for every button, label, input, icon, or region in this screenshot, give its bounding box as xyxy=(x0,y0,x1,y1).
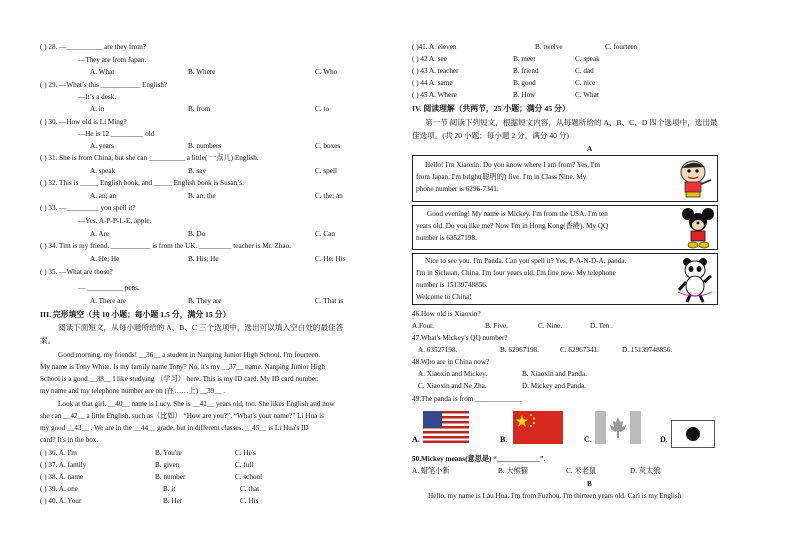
question-29-option-c: C. to xyxy=(315,105,329,113)
question-48-option-c: C. Xiaoxin and Ne Zha. xyxy=(418,382,487,390)
question-38-option-c: C. school xyxy=(235,473,263,481)
question-39-option-c: C. that xyxy=(240,485,260,493)
question-44-stem: ( ) 44 A. same xyxy=(412,79,453,87)
japan-flag-icon xyxy=(671,420,715,448)
flag-option-d-label: D. xyxy=(660,435,668,444)
card-xiaoxin-line: from Japan. I'm bright(聪明的) five. I'm in Class Nine. My xyxy=(416,173,587,181)
question-46-stem: 46.How old is Xiaoxin? xyxy=(412,310,481,318)
question-28-option-a: A. What xyxy=(90,68,115,76)
passage-line: Good morning, my friends! __36__ a student in Nanping Junior High School. I'm fourteen. xyxy=(58,351,321,359)
question-47-option-b: B. 62967198. xyxy=(500,346,539,354)
question-33-stem: ( ) 33. —_________ you spell it? xyxy=(40,204,136,212)
question-50-stem: 50.Mickey means(意思是) “____________”. xyxy=(412,455,546,463)
question-46-option-c: C. Nine. xyxy=(538,322,563,330)
passage-line: my name and my telephone number are on (在……上) __39__ . xyxy=(40,387,226,395)
card-panda-line: number is 15139748856. xyxy=(416,281,488,289)
card-panda-line: I'm in Sichuan, China. I'm four years old. I'm fine now. My telephone xyxy=(416,269,616,277)
question-37-option-b: B. given xyxy=(155,461,180,469)
question-45-option-b: B. How xyxy=(513,91,536,99)
question-28-line2: —They are from Japan. xyxy=(78,56,147,64)
question-45-stem: ( ) 45 A. Where xyxy=(412,91,457,99)
question-32-option-a: A. an; an xyxy=(90,192,117,200)
question-46-option-a: A.Four. xyxy=(412,322,434,330)
card-panda-line: Nice to see you. I'm Panda. Can you spell it? Yes, P-A-N-D-A, panda. xyxy=(425,257,627,265)
question-28-option-c: C. Who xyxy=(315,68,338,76)
question-30-option-a: A. years xyxy=(90,142,114,150)
china-flag-icon xyxy=(513,411,563,444)
question-34-stem: ( ) 34. Tim is my friend. ___________ is from the UK. _________ teacher is Mr. Zhao. xyxy=(40,242,291,250)
question-38-stem: ( ) 38. A. name xyxy=(40,473,84,481)
question-43-stem: ( ) 43 A. teacher xyxy=(412,67,459,75)
question-31-option-a: A. speak xyxy=(90,167,116,175)
question-44-option-b: B. good xyxy=(513,79,536,87)
question-33-option-c: C. Can xyxy=(315,230,335,238)
question-35-line2: — __________ pens. xyxy=(78,284,140,292)
question-29-line2: —It’s a desk. xyxy=(78,93,117,101)
question-32-option-b: B. an; the xyxy=(188,192,216,200)
question-48-option-b: B. Xiaoxin and Panda. xyxy=(522,370,587,378)
passage-line: she can __42__ a little English, such as（比如） “How are you?”, “What's your name?” Li Hua is xyxy=(40,412,324,420)
question-50-option-c: C. 米老鼠 xyxy=(566,467,596,475)
question-35-option-a: A. There are xyxy=(90,297,126,305)
card-panda-line: Welcome to China! xyxy=(416,293,472,301)
question-49-stem: 49.The panda is from _____________ xyxy=(412,395,522,403)
card-mickey xyxy=(412,205,718,250)
card-panda xyxy=(412,253,718,305)
passage-line: Look at that girl. __40__ name is Lucy. She is __41__ years old, too. She likes English and now xyxy=(58,400,335,408)
question-42-stem: ( ) 42 A. see xyxy=(412,55,447,63)
question-47-option-d: D. 15139748856. xyxy=(622,346,673,354)
question-31-stem: ( ) 31. She is from China, but she can __________ a little( 一点儿) English. xyxy=(40,154,259,162)
passage-line: card? It's in the box. xyxy=(40,436,99,444)
section-3-instruction-line2: 案。 xyxy=(40,336,56,345)
question-47-option-a: A. 63527198. xyxy=(418,346,458,354)
question-40-stem: ( ) 40. A. Your xyxy=(40,497,82,505)
flag-option-a-label: A. xyxy=(412,435,420,444)
question-45-option-c: C. What xyxy=(575,91,599,99)
question-41-stem: ( )41. A. eleven xyxy=(412,43,457,51)
passage-line: School is a good __38__ I like studying （学习） here. This is my ID card. My ID card number, xyxy=(40,375,319,383)
flag-option-c-label: C. xyxy=(584,435,592,444)
question-30-option-c: C. boxes xyxy=(315,142,341,150)
question-30-option-b: B. numbers xyxy=(188,142,222,150)
question-48-option-d: D. Mickey and Panda. xyxy=(522,382,587,390)
question-35-stem: ( ) 35. —What are those? xyxy=(40,268,113,276)
question-33-option-a: A. Are xyxy=(90,230,110,238)
question-29-stem: ( ) 29. —What’s this ___________ English? xyxy=(40,81,168,89)
question-50-option-d: D. 灰太狼 xyxy=(630,467,661,475)
canada-flag-icon xyxy=(595,411,641,444)
question-41-option-b: B. twelve xyxy=(535,43,563,51)
part-b-heading: B xyxy=(587,480,592,488)
question-36-option-c: C. He's xyxy=(235,449,256,457)
question-47-option-c: C. 62967341. xyxy=(560,346,599,354)
section-3-instruction-line1: 阅读下面短文，从每小题所给的 A、B、C 三个选项中，选出可以填入空白处的最佳答 xyxy=(58,323,344,332)
question-32-option-c: C. the; an xyxy=(315,192,343,200)
card-mickey-line: number is 63527198. xyxy=(416,234,477,242)
question-46-option-b: B. Five. xyxy=(485,322,508,330)
question-28-option-b: B. Where xyxy=(188,68,216,76)
question-43-option-c: C. dad xyxy=(575,67,594,75)
question-36-option-b: B. You're xyxy=(155,449,182,457)
question-30-stem: ( ) 30. —How old is Li Ming? xyxy=(40,118,127,126)
question-29-option-a: A. in xyxy=(90,105,105,113)
question-34-option-c: C. He; His xyxy=(315,255,346,263)
section-4-instruction-line2: 佳选项。(共 20 小题；每小题 2 分，满分 40 分) xyxy=(412,131,569,140)
card-xiaoxin-line: phone number is 6296-7341. xyxy=(416,185,499,193)
question-33-option-b: B. Do xyxy=(188,230,206,238)
section-4-title: IV. 阅读理解（共两节，25 小题；满分 45 分） xyxy=(412,104,570,113)
question-48-option-a: A. Xiaoxin and Mickey. xyxy=(418,370,488,378)
question-35-option-c: C. That is xyxy=(315,297,344,305)
passage-b-line: Hello, my name is Lau Hua. I'm from Fuzhou. I'm thirteen years old. Carl is my English xyxy=(428,492,682,500)
question-43-option-b: B. friend xyxy=(513,67,539,75)
passage-line: My name is Tony White. Is my family name Tony? No, it's my __37__ name. Nanping Junior High xyxy=(40,363,325,371)
question-42-option-b: B. meet xyxy=(513,55,536,63)
question-36-stem: ( ) 36. A. I'm xyxy=(40,449,77,457)
question-40-option-b: B. Her xyxy=(163,497,183,505)
card-xiaoxin-line: Hello! I'm Xiaoxin. Do you know where I am from? Yes, I'm xyxy=(425,161,601,169)
part-a-heading: A xyxy=(587,145,593,153)
question-31-option-c: C. spell xyxy=(315,167,337,175)
question-30-line2: —He is 12 _________ old xyxy=(78,130,155,138)
panda-illustration xyxy=(675,256,715,304)
question-41-option-c: C. fourteen xyxy=(605,43,638,51)
question-32-stem: ( ) 32. This is _____ English book, and _____ English book is Susan’s. xyxy=(40,179,244,187)
section-3-title: III. 完形填空（共 10 小题；每小题 1.5 分，满分 15 分） xyxy=(40,310,231,319)
question-47-stem: 47.What's Mickey's QQ number? xyxy=(412,334,508,342)
question-34-option-a: A. He; He xyxy=(90,255,120,263)
question-28-stem: ( ) 28. —__________ are they from? xyxy=(40,43,146,51)
card-mickey-line: years old. Do you like me? Now I'm in Hong Kong(香港). My QQ xyxy=(416,222,609,230)
question-34-option-b: B. His; He xyxy=(188,255,219,263)
question-31-option-b: B. say xyxy=(188,167,206,175)
question-39-stem: ( ) 39. A. one xyxy=(40,485,78,493)
question-38-option-b: B. number xyxy=(155,473,186,481)
card-xiaoxin xyxy=(412,155,718,202)
section-4-instruction-line1: 第一节 阅读下列短文，根据短文内容，从每题所给的 A、B、C、D 四个选项中，选出最 xyxy=(425,118,718,127)
question-40-option-c: C. His xyxy=(240,497,259,505)
mickey-mouse-illustration xyxy=(681,207,715,249)
passage-line: my good __43__ . We are in the __44__ grade, but in different classes. __45__ is Li Hua's ID xyxy=(40,424,309,432)
flag-option-b-label: B. xyxy=(500,435,508,444)
question-35-option-b: B. They are xyxy=(188,297,222,305)
question-37-stem: ( ) 37. A. family xyxy=(40,461,87,469)
question-39-option-b: B. it xyxy=(163,485,176,493)
question-33-line2: —Yes. A-P-P-L-E, apple. xyxy=(78,217,152,225)
question-50-option-a: A. 蜡笔小新 xyxy=(412,467,450,475)
question-44-option-c: C. nice xyxy=(575,79,596,87)
usa-flag-icon xyxy=(423,411,469,443)
question-48-stem: 48.Who are in China now? xyxy=(412,358,490,366)
question-50-option-b: B. 大熊猫 xyxy=(498,467,528,475)
crayon-shin-chan-illustration xyxy=(675,158,715,200)
question-29-option-b: B. from xyxy=(188,105,211,113)
card-mickey-line: Good evening! My name is Mickey. I'm from the USA. I'm ten xyxy=(427,210,608,218)
question-37-option-c: C. full xyxy=(235,461,254,469)
question-42-option-c: C. speak xyxy=(575,55,600,63)
question-46-option-d: D. Ten . xyxy=(590,322,613,330)
